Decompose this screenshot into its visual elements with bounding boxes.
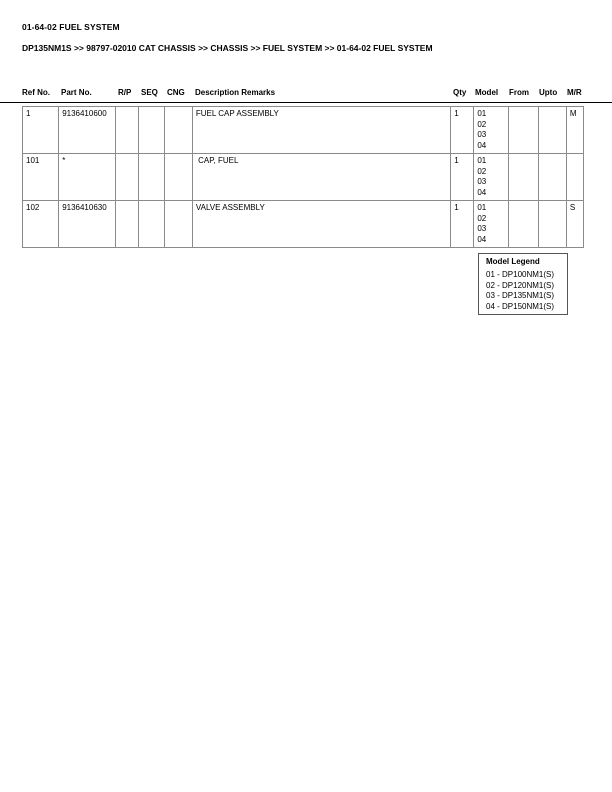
header-divider [0, 102, 612, 103]
model-code: 02 [477, 166, 487, 176]
qty-cell: 1 [451, 154, 474, 201]
part-no-cell: 9136410600 [59, 107, 116, 154]
seq-cell [138, 201, 164, 248]
cng-cell [164, 154, 192, 201]
header-cng: CNG [167, 88, 185, 97]
model-code: 03 [477, 177, 487, 186]
model-code: 01 [477, 203, 487, 212]
model-code: 04 [477, 187, 487, 197]
ref-no-cell: 101 [23, 154, 59, 201]
parts-table [22, 106, 584, 248]
header-rp: R/P [118, 88, 132, 97]
mr-cell [566, 154, 583, 201]
model-code: 03 [477, 224, 487, 233]
model-code: 02 [477, 119, 487, 129]
header-seq: SEQ [141, 88, 158, 97]
header-upto: Upto [539, 88, 558, 97]
table-row[interactable] [23, 201, 584, 248]
table-row[interactable] [23, 154, 584, 201]
model-code: 01 [477, 109, 487, 118]
table-header [22, 88, 584, 100]
model-cell [474, 154, 508, 201]
upto-cell [538, 107, 566, 154]
seq-cell [138, 107, 164, 154]
legend-title: Model Legend [486, 257, 540, 266]
model-cell [474, 107, 508, 154]
mr-cell: M [566, 107, 583, 154]
part-no-cell: 9136410630 [59, 201, 116, 248]
header-ref-no: Ref No. [22, 88, 50, 97]
page-title: 01-64-02 FUEL SYSTEM [22, 22, 120, 32]
model-code: 04 [477, 234, 487, 244]
seq-cell [138, 154, 164, 201]
header-mr: M/R [567, 88, 582, 97]
header-qty: Qty [453, 88, 467, 97]
breadcrumb: DP135NM1S >> 98797-02010 CAT CHASSIS >> CHASSIS >> FUEL SYSTEM >> 01-64-02 FUEL SYSTEM [22, 43, 433, 53]
legend-item: 02 - DP120NM1(S) [486, 280, 555, 290]
description-cell: VALVE ASSEMBLY [192, 201, 450, 248]
part-no-cell: * [59, 154, 116, 201]
legend-item: 01 - DP100NM1(S) [486, 270, 555, 279]
rp-cell [116, 201, 138, 248]
qty-cell: 1 [451, 107, 474, 154]
header-from: From [509, 88, 529, 97]
cng-cell [164, 107, 192, 154]
ref-no-cell: 1 [23, 107, 59, 154]
qty-cell: 1 [451, 201, 474, 248]
model-code: 02 [477, 213, 487, 223]
model-code: 04 [477, 140, 487, 150]
mr-cell: S [566, 201, 583, 248]
from-cell [508, 107, 538, 154]
rp-cell [116, 154, 138, 201]
from-cell [508, 154, 538, 201]
model-cell [474, 201, 508, 248]
description-cell: CAP, FUEL [192, 154, 450, 201]
legend-item: 04 - DP150NM1(S) [486, 301, 555, 311]
header-model: Model [475, 88, 499, 97]
model-legend [478, 253, 568, 315]
ref-no-cell: 102 [23, 201, 59, 248]
model-code: 01 [477, 156, 487, 165]
rp-cell [116, 107, 138, 154]
upto-cell [538, 201, 566, 248]
table-row[interactable] [23, 107, 584, 154]
header-part-no: Part No. [61, 88, 92, 97]
model-code: 03 [477, 130, 487, 139]
cng-cell [164, 201, 192, 248]
from-cell [508, 201, 538, 248]
legend-item: 03 - DP135NM1(S) [486, 291, 555, 300]
header-description: Description Remarks [195, 88, 276, 97]
description-cell: FUEL CAP ASSEMBLY [192, 107, 450, 154]
upto-cell [538, 154, 566, 201]
